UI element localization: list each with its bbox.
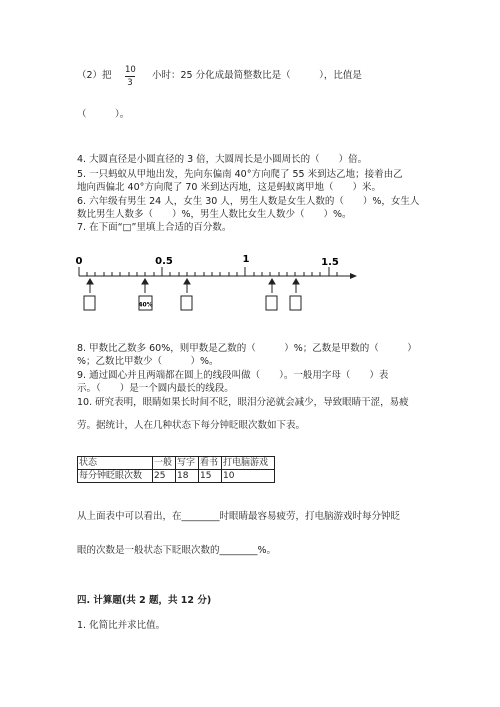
q8-line2: %；乙数比甲数少（ ）%。 (77, 356, 219, 367)
number-line-ticks (79, 267, 337, 276)
table-cell: 15 (199, 470, 222, 483)
conclusion-line2: 眼的次数是一般状态下眨眼次数的________%。 (77, 545, 277, 556)
table-header-cell: 写字 (176, 457, 199, 470)
table-cell: 10 (222, 470, 275, 483)
q9-line1: 9. 通过圆心并且两端都在圆上的线段叫做（ ）。一般用字母（ ）表 (77, 370, 389, 381)
q5-line2: 地向西偏北 40°方向爬了 70 米到达丙地，这是蚂蚁离甲地（ ）米。 (77, 182, 381, 193)
pointer-box-3 (181, 279, 192, 310)
q6-line1: 6. 六年级有男生 24 人，女生 30 人，男生人数是女生人数的（ ）%，女生人 (77, 196, 420, 207)
table-header-cell: 一般 (153, 457, 176, 470)
number-line-arrow (350, 273, 357, 279)
q6-line2: 数比男生人数多（ ）%，男生人数比女生人数少（ ）%。 (77, 209, 352, 220)
table-cell: 每分钟眨眼次数 (78, 470, 153, 483)
fraction-numerator: 10 (125, 65, 136, 75)
table-header-cell: 状态 (78, 457, 153, 470)
q2-fraction (125, 65, 135, 88)
table-header-row (78, 457, 275, 470)
section-heading: 四. 计算题(共 2 题，共 12 分) (77, 595, 212, 606)
number-line-label-1: 1 (242, 254, 250, 265)
q9-line2: 示。（ ）是一个圆内最长的线段。 (77, 383, 234, 394)
q4-text: 4. 大圆直径是小圆直径的 3 倍，大圆周长是小圆周长的（ ）倍。 (77, 154, 368, 165)
filled-box-value: 40% (138, 301, 153, 309)
pointer-box-4 (266, 279, 277, 310)
q2-line2: （ ）。 (77, 109, 130, 120)
number-line-label-0.5: 0.5 (155, 256, 173, 267)
table-cell: 25 (153, 470, 176, 483)
q8-line1: 8. 甲数比乙数多 60%，则甲数是乙数的（ ）%；乙数是甲数的（ ） (77, 343, 417, 354)
q10-line1: 10. 研究表明，眼睛如果长时间不眨，眼泪分泌就会减少，导致眼睛干涩，易疲 (77, 397, 409, 408)
blink-rate-table (77, 456, 275, 483)
fraction-bar (125, 76, 135, 77)
table-header-cell: 看书 (199, 457, 222, 470)
q2-prefix: （2）把 (77, 70, 112, 81)
number-line-label-0: 0 (75, 256, 83, 267)
fraction-denominator: 3 (127, 78, 133, 88)
q2-suffix: 小时：25 分化成最简整数比是（ ），比值是 (152, 70, 362, 81)
pointer-box-1 (84, 279, 95, 310)
number-line-label-1.5: 1.5 (321, 257, 339, 268)
table-header-cell: 打电脑游戏 (222, 457, 275, 470)
s4-q1-text: 1. 化简比并求比值。 (77, 620, 166, 631)
pointer-box-5 (290, 279, 301, 310)
number-line-figure (70, 252, 370, 332)
table-cell: 18 (176, 470, 199, 483)
q10-line2: 劳。据统计，人在几种状态下每分钟眨眼次数如下表。 (77, 420, 306, 431)
table-row (78, 470, 275, 483)
q5-line1: 5. 一只蚂蚁从甲地出发，先向东偏南 40°方向爬了 55 米到达乙地；接着由乙 (77, 169, 403, 180)
q7-text: 7. 在下面“□”里填上合适的百分数。 (77, 222, 232, 233)
conclusion-line1: 从上面表中可以看出，在________时眼睛最容易疲劳，打电脑游戏时每分钟眨 (77, 511, 401, 522)
